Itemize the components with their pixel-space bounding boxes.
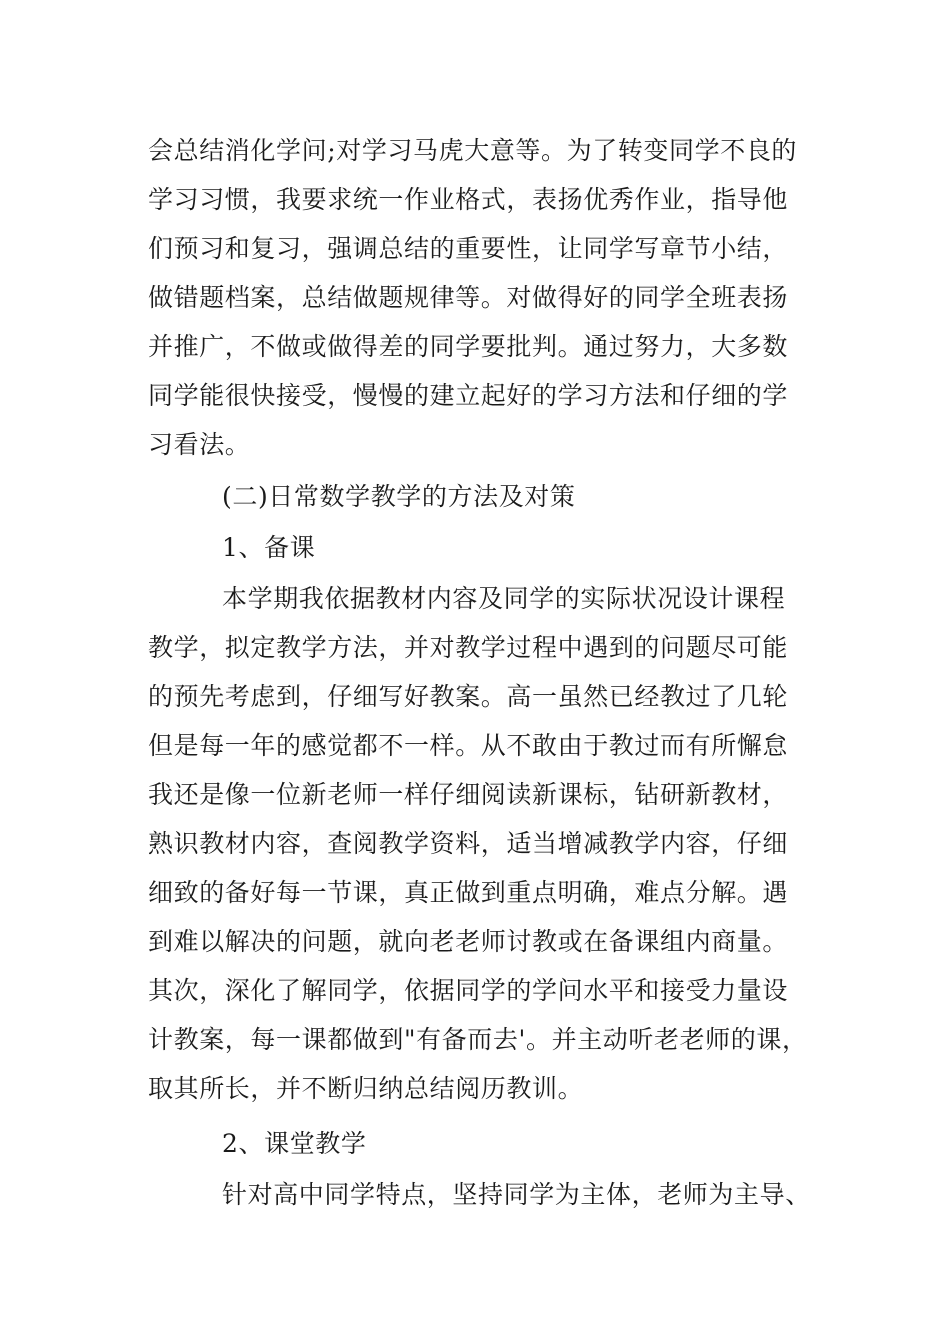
paragraph-line: 的预先考虑到，仔细写好教案。高一虽然已经教过了几轮 xyxy=(148,682,789,711)
paragraph-line: 学习习惯，我要求统一作业格式，表扬优秀作业，指导他 xyxy=(148,185,789,214)
paragraph-line: 到难以解决的问题，就向老老师讨教或在备课组内商量。 xyxy=(148,927,789,956)
paragraph-line: 取其所长，并不断归纳总结阅历教训。 xyxy=(148,1074,584,1103)
paragraph-line: 同学能很快接受，慢慢的建立起好的学习方法和仔细的学 xyxy=(148,381,789,410)
paragraph-line: 做错题档案，总结做题规律等。对做得好的同学全班表扬 xyxy=(148,283,789,312)
paragraph-line: 我还是像一位新老师一样仔细阅读新课标，钻研新教材， xyxy=(148,780,789,809)
section-heading: (二)日常数学教学的方法及对策 xyxy=(222,482,576,511)
paragraph-line: 细致的备好每一节课，真正做到重点明确，难点分解。遇 xyxy=(148,878,789,907)
paragraph-line: 计教案，每一课都做到"有备而去'。并主动听老老师的课， xyxy=(148,1025,808,1054)
paragraph-line: 会总结消化学问;对学习马虎大意等。为了转变同学不良的 xyxy=(148,136,798,165)
paragraph-line: 习看法。 xyxy=(148,430,251,459)
paragraph-line: 们预习和复习，强调总结的重要性，让同学写章节小结， xyxy=(148,234,789,263)
paragraph-line: 并推广，不做或做得差的同学要批判。通过努力，大多数 xyxy=(148,332,789,361)
subsection-heading: 1、备课 xyxy=(222,533,316,562)
paragraph-line: 针对高中同学特点，坚持同学为主体，老师为主导、 xyxy=(222,1180,811,1209)
paragraph-line: 本学期我依据教材内容及同学的实际状况设计课程 xyxy=(222,584,786,613)
paragraph-line: 教学，拟定教学方法，并对教学过程中遇到的问题尽可能 xyxy=(148,633,789,662)
subsection-heading: 2、课堂教学 xyxy=(222,1129,367,1158)
paragraph-line: 但是每一年的感觉都不一样。从不敢由于教过而有所懈怠 xyxy=(148,731,789,760)
paragraph-line: 熟识教材内容，查阅教学资料，适当增减教学内容，仔细 xyxy=(148,829,789,858)
paragraph-line: 其次，深化了解同学，依据同学的学问水平和接受力量设 xyxy=(148,976,789,1005)
